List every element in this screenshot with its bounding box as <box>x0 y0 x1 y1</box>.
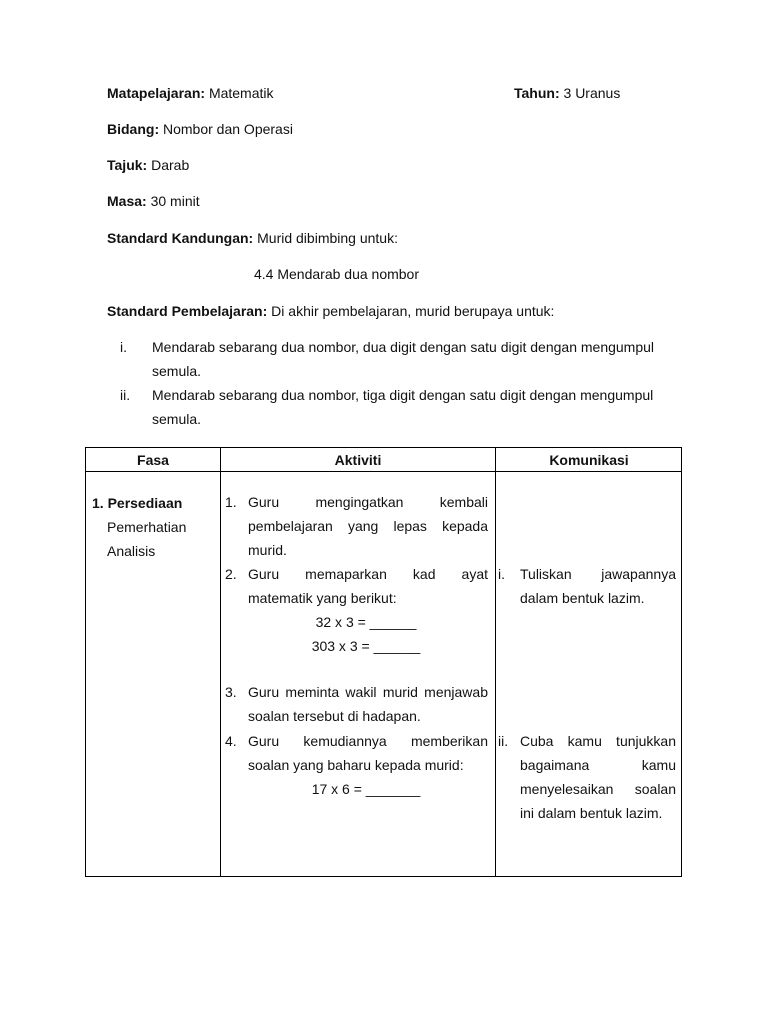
phase-subtitle: Analisis <box>107 543 156 559</box>
activity-number: 1. <box>225 494 237 510</box>
header-activity: Aktiviti <box>334 452 382 468</box>
learning-standard-value: Di akhir pembelajaran, murid berupaya untuk: <box>271 303 555 319</box>
communication-text: Cuba kamu tunjukkan bagaimana kamu menyelesaikan soalan ini dalam bentuk lazim. <box>520 733 676 821</box>
year-line <box>514 84 620 102</box>
topic-label: Tajuk: <box>107 157 148 173</box>
subject-label: Matapelajaran: <box>107 85 206 101</box>
header-phase: Fasa <box>137 452 169 468</box>
field-label: Bidang: <box>107 121 160 137</box>
content-standard-label: Standard Kandungan: <box>107 230 254 246</box>
topic-line <box>107 156 189 174</box>
activity-number: 2. <box>225 566 237 582</box>
activity-number: 3. <box>225 684 237 700</box>
communication-text: Tuliskan jawapannya dalam bentuk lazim. <box>520 566 676 606</box>
content-standard-item: 4.4 Mendarab dua nombor <box>254 266 419 282</box>
equation: 17 x 6 = _______ <box>311 781 421 797</box>
activity-text: Guru meminta wakil murid menjawab soalan tersebut di hadapan. <box>248 684 488 724</box>
subject-value: Matematik <box>208 85 274 101</box>
subject-line <box>107 84 274 102</box>
objective-text: Mendarab sebarang dua nombor, tiga digit dengan satu digit dengan mengumpul semula. <box>152 387 654 427</box>
time-label: Masa: <box>107 193 147 209</box>
field-line <box>107 120 293 138</box>
content-standard-line <box>107 229 398 247</box>
phase-title: 1. Persediaan <box>92 495 183 511</box>
equation: 32 x 3 = ______ <box>315 614 417 630</box>
communication-number: ii. <box>498 733 509 749</box>
content-standard-value: Murid dibimbing untuk: <box>257 230 398 246</box>
learning-standard-label: Standard Pembelajaran: <box>107 303 268 319</box>
activity-text: Guru kemudiannya memberikan soalan yang baharu kepada murid: <box>248 733 488 773</box>
time-line <box>107 192 200 210</box>
activity-text: Guru memaparkan kad ayat matematik yang berikut: <box>248 566 488 606</box>
equation: 303 x 3 = ______ <box>311 638 421 654</box>
activity-number: 4. <box>225 733 237 749</box>
year-label: Tahun: <box>514 85 560 101</box>
lesson-plan-table <box>85 447 682 877</box>
phase-subtitle: Pemerhatian <box>107 519 187 535</box>
field-value: Nombor dan Operasi <box>163 121 293 137</box>
year-value: 3 Uranus <box>563 85 621 101</box>
header-divider <box>86 471 681 472</box>
time-value: 30 minit <box>150 193 200 209</box>
column-divider <box>220 448 221 876</box>
objective-text: Mendarab sebarang dua nombor, dua digit dengan satu digit dengan mengumpul semula. <box>152 339 655 379</box>
objective-number: ii. <box>120 387 131 403</box>
topic-value: Darab <box>151 157 190 173</box>
activity-text: Guru mengingatkan kembali pembelajaran yang lepas kepada murid. <box>248 494 488 558</box>
objective-number: i. <box>120 339 127 355</box>
communication-number: i. <box>498 566 505 582</box>
column-divider <box>495 448 496 876</box>
header-communication: Komunikasi <box>549 452 629 468</box>
learning-standard-line <box>107 302 554 320</box>
